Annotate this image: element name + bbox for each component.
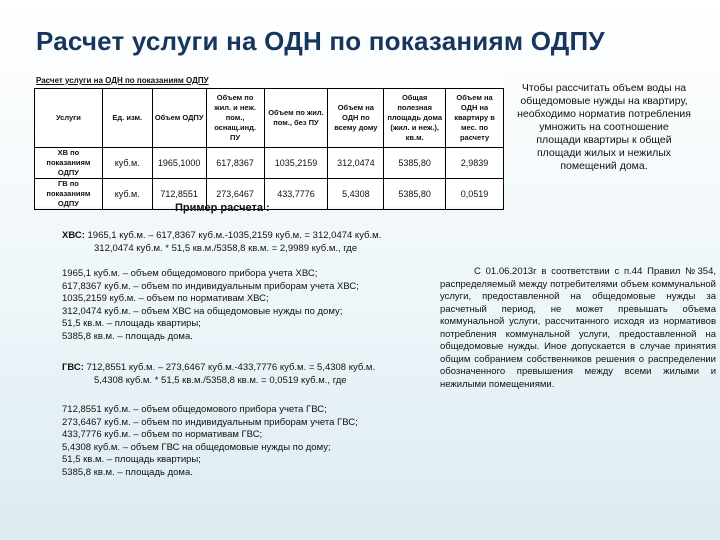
hvs-formula-line-2: 312,0474 куб.м. * 51,5 кв.м./5358,8 кв.м. = 2,9989 куб.м., где (94, 242, 358, 254)
gvs-formula-line-1 (62, 362, 432, 375)
table-cell: 0,0519 (446, 179, 504, 210)
table-row (35, 148, 504, 179)
table-cell: ХВ по показаниям ОДПУ (35, 148, 103, 179)
list-item: 433,7776 куб.м. – объем по нормативам ГВС; (62, 429, 263, 440)
list-item: 51,5 кв.м. – площадь квартиры; (62, 318, 201, 329)
list-item: 312,0474 куб.м. – объем ХВС на общедомовые нужды по дому; (62, 305, 343, 317)
header-odn-house-volume: Объем на ОДН по всему дому (328, 89, 384, 148)
gvs-label: ГВС: (62, 362, 84, 373)
slide-title: Расчет услуги на ОДН по показаниям ОДПУ (36, 26, 605, 56)
table-cell: куб.м. (102, 148, 152, 179)
table-caption: Расчет услуги на ОДН по показаниям ОДПУ (36, 76, 209, 85)
list-item: 5,4308 куб.м. – объем ГВС на общедомовые нужды по дому; (62, 441, 331, 453)
table-cell: 273,6467 (206, 179, 264, 210)
table-cell: 2,9839 (446, 148, 504, 179)
table-cell: ГВ по показаниям ОДПУ (35, 179, 103, 210)
table-cell: 5385,80 (384, 148, 446, 179)
list-item: 712,8551 куб.м. – объем общедомового прибора учета ГВС; (62, 404, 327, 415)
legal-note-text: С 01.06.2013г в соответствии с п.44 Правил №354, распределяемый между потребителями объем коммунальной услуги, предоставленной на общедомовые нужды за расчетный период, не может превышать объема коммунальной услуги, рассчитанного исходя из нормативов потребления коммунальной услуги, предоставленной на общедомовые нужды. Иное допускается в случае принятия общим собранием собственников решения о распределении обозначенного превышения между всеми жилыми и нежилыми помещениями. (440, 266, 716, 390)
header-unit: Ед. изм. (102, 89, 152, 148)
table-cell: 1035,2159 (264, 148, 328, 179)
hvs-explanations (62, 268, 432, 343)
list-item: 5385,8 кв.м. – площадь дома. (62, 466, 193, 478)
table-header-row (35, 89, 504, 148)
hvs-formula-line-1 (62, 230, 432, 243)
table-cell: 5385,80 (384, 179, 446, 210)
gvs-formula-text: 712,8551 куб.м. – 273,6467 куб.м.-433,7776 куб.м. = 5,4308 куб.м. (86, 362, 376, 373)
list-item: 1035,2159 куб.м. – объем по нормативам ХВС; (62, 293, 269, 304)
header-individual-meter-volume: Объем по жил. и неж. пом., оснащ.инд. ПУ (206, 89, 264, 148)
table-cell: 617,8367 (206, 148, 264, 179)
gvs-formula-line-2: 5,4308 куб.м. * 51,5 кв.м./5358,8 кв.м. = 0,0519 куб.м., где (94, 374, 347, 386)
table-cell: куб.м. (102, 179, 152, 210)
header-odn-per-apartment: Объем на ОДН на квартиру в мес. по расчету (446, 89, 504, 148)
legal-note (440, 266, 716, 391)
calculation-table-container (34, 74, 504, 206)
header-no-meter-volume: Объем по жил. пом., без ПУ (264, 89, 328, 148)
table-cell: 5,4308 (328, 179, 384, 210)
list-item: 617,8367 куб.м. – объем по индивидуальным приборам учета ХВС; (62, 280, 359, 292)
hvs-formula (62, 230, 432, 255)
table-cell: 1965,1000 (152, 148, 206, 179)
header-odpu-volume: Объем ОДПУ (152, 89, 206, 148)
list-item: 273,6467 куб.м. – объем по индивидуальным приборам учета ГВС; (62, 416, 358, 428)
list-item: 1965,1 куб.м. – объем общедомового прибора учета ХВС; (62, 268, 318, 279)
header-total-area: Общая полезная площадь дома (жил. и неж.), кв.м. (384, 89, 446, 148)
header-service: Услуги (35, 89, 103, 148)
table-cell: 312,0474 (328, 148, 384, 179)
hvs-formula-text: 1965,1 куб.м. – 617,8367 куб.м.-1035,2159 куб.м. = 312,0474 куб.м. (87, 230, 382, 241)
gvs-explanations (62, 404, 432, 479)
list-item: 51,5 кв.м. – площадь квартиры; (62, 454, 201, 465)
list-item: 5385,8 кв.м. – площадь дома. (62, 330, 193, 342)
table-cell: 712,8551 (152, 179, 206, 210)
gvs-formula (62, 362, 432, 387)
calculation-table (34, 88, 504, 210)
hvs-label: ХВС: (62, 230, 85, 241)
table-cell: 433,7776 (264, 179, 328, 210)
side-note: Чтобы рассчитать объем воды на общедомовые нужды на квартиру, необходимо норматив потребления умножить на соотношение площади квартиры к общей площади жилых и нежилых помещений дома. (517, 82, 691, 172)
example-label: Пример расчета : (175, 202, 270, 214)
